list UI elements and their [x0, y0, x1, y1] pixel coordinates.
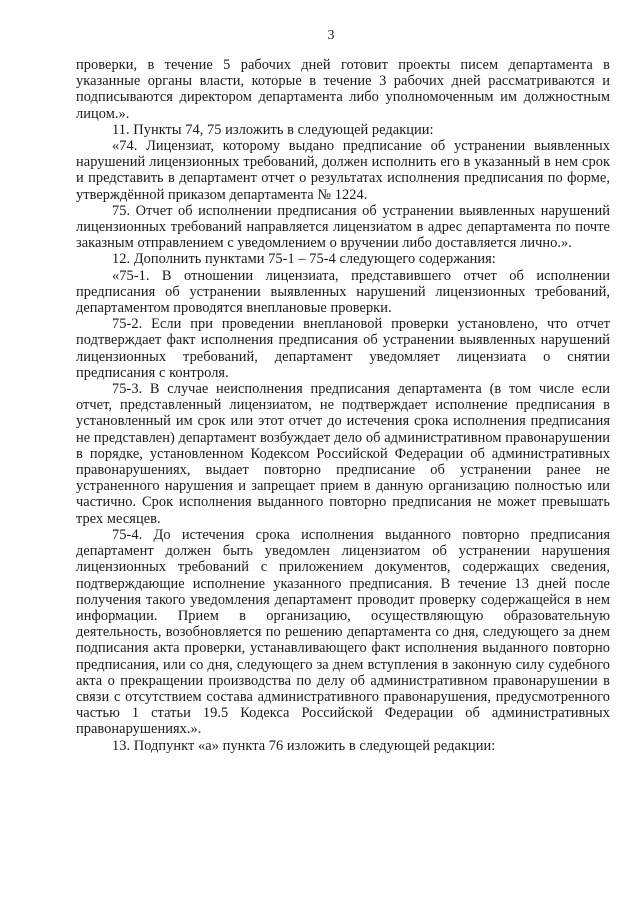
paragraph-point-75-3: 75-3. В случае неисполнения предписания департамента (в том числе если отчет, представленный лицензиатом, не подтверждает исполнение предписания в установленный им срок или этот отчет до истечения срока исполнения предписания не представлен) департамент возбуждает дело об административном правонарушении в порядке, установленном Кодексом Российской Федерации об административных правонарушениях, выдает повторно предписание об устранении ранее не устраненного нарушения и запрещает прием в данную организацию полностью или частично. Срок исполнения выданного повторно предписания не может превышать трех месяцев.: [76, 381, 610, 527]
document-body: [76, 57, 610, 754]
paragraph-point-75-1: «75-1. В отношении лицензиата, представившего отчет об исполнении предписания об устранении выявленных нарушений лицензионных требований, департаментом проводятся внеплановые проверки.: [76, 267, 610, 317]
paragraph-item-12: 12. Дополнить пунктами 75-1 – 75-4 следующего содержания:: [112, 251, 496, 268]
paragraph-continuation: проверки, в течение 5 рабочих дней готовит проекты писем департамента в указанные органы власти, которые в течение 3 рабочих дней рассматриваются и подписываются директором департамента либо уполномоченным им должностным лицом.».: [76, 57, 610, 122]
paragraph-item-11: 11. Пункты 74, 75 изложить в следующей редакции:: [112, 121, 434, 138]
paragraph-point-74: «74. Лицензиат, которому выдано предписание об устранении выявленных нарушений лицензионных требований, должен исполнить его в указанный в нем срок и представить в департамент отчет о результатах исполнения предписания по форме, утверждённой приказом департамента № 1224.: [76, 138, 610, 203]
paragraph-point-75-2: 75-2. Если при проведении внеплановой проверки установлено, что отчет подтверждает факт исполнения предписания об устранении выявленных нарушений лицензионных требований, департамент уведомляет лицензиата о снятии предписания с контроля.: [76, 316, 610, 381]
paragraph-point-75-4: 75-4. До истечения срока исполнения выданного повторно предписания департамент должен быть уведомлен лицензиатом об устранении нарушения лицензионных требований с приложением документов, содержащих сведения, подтверждающие исполнение указанного предписания. В течение 13 дней после получения такого уведомления департамент проводит проверку содержащейся в нем информации. Прием в организацию, осуществляющую образовательную деятельность, возобновляется по решению департамента со дня, следующего за днем подписания акта проверки, устанавливающего факт исполнения выданного повторно предписания, или со дня, следующего за днем вступления в законную силу судебного акта о прекращении производства по делу об административном правонарушении в связи с отсутствием состава административного правонарушения, предусмотренного частью 1 статьи 19.5 Кодекса Российской Федерации об административных правонарушениях.».: [76, 526, 610, 738]
page-number: 3: [327, 28, 335, 43]
paragraph-item-13: 13. Подпункт «а» пункта 76 изложить в следующей редакции:: [112, 737, 496, 754]
paragraph-point-75: 75. Отчет об исполнении предписания об устранении выявленных нарушений лицензионных требований направляется лицензиатом в адрес департамента по почте заказным отправлением с уведомлением о вручении либо доставляется лично.».: [76, 202, 610, 252]
